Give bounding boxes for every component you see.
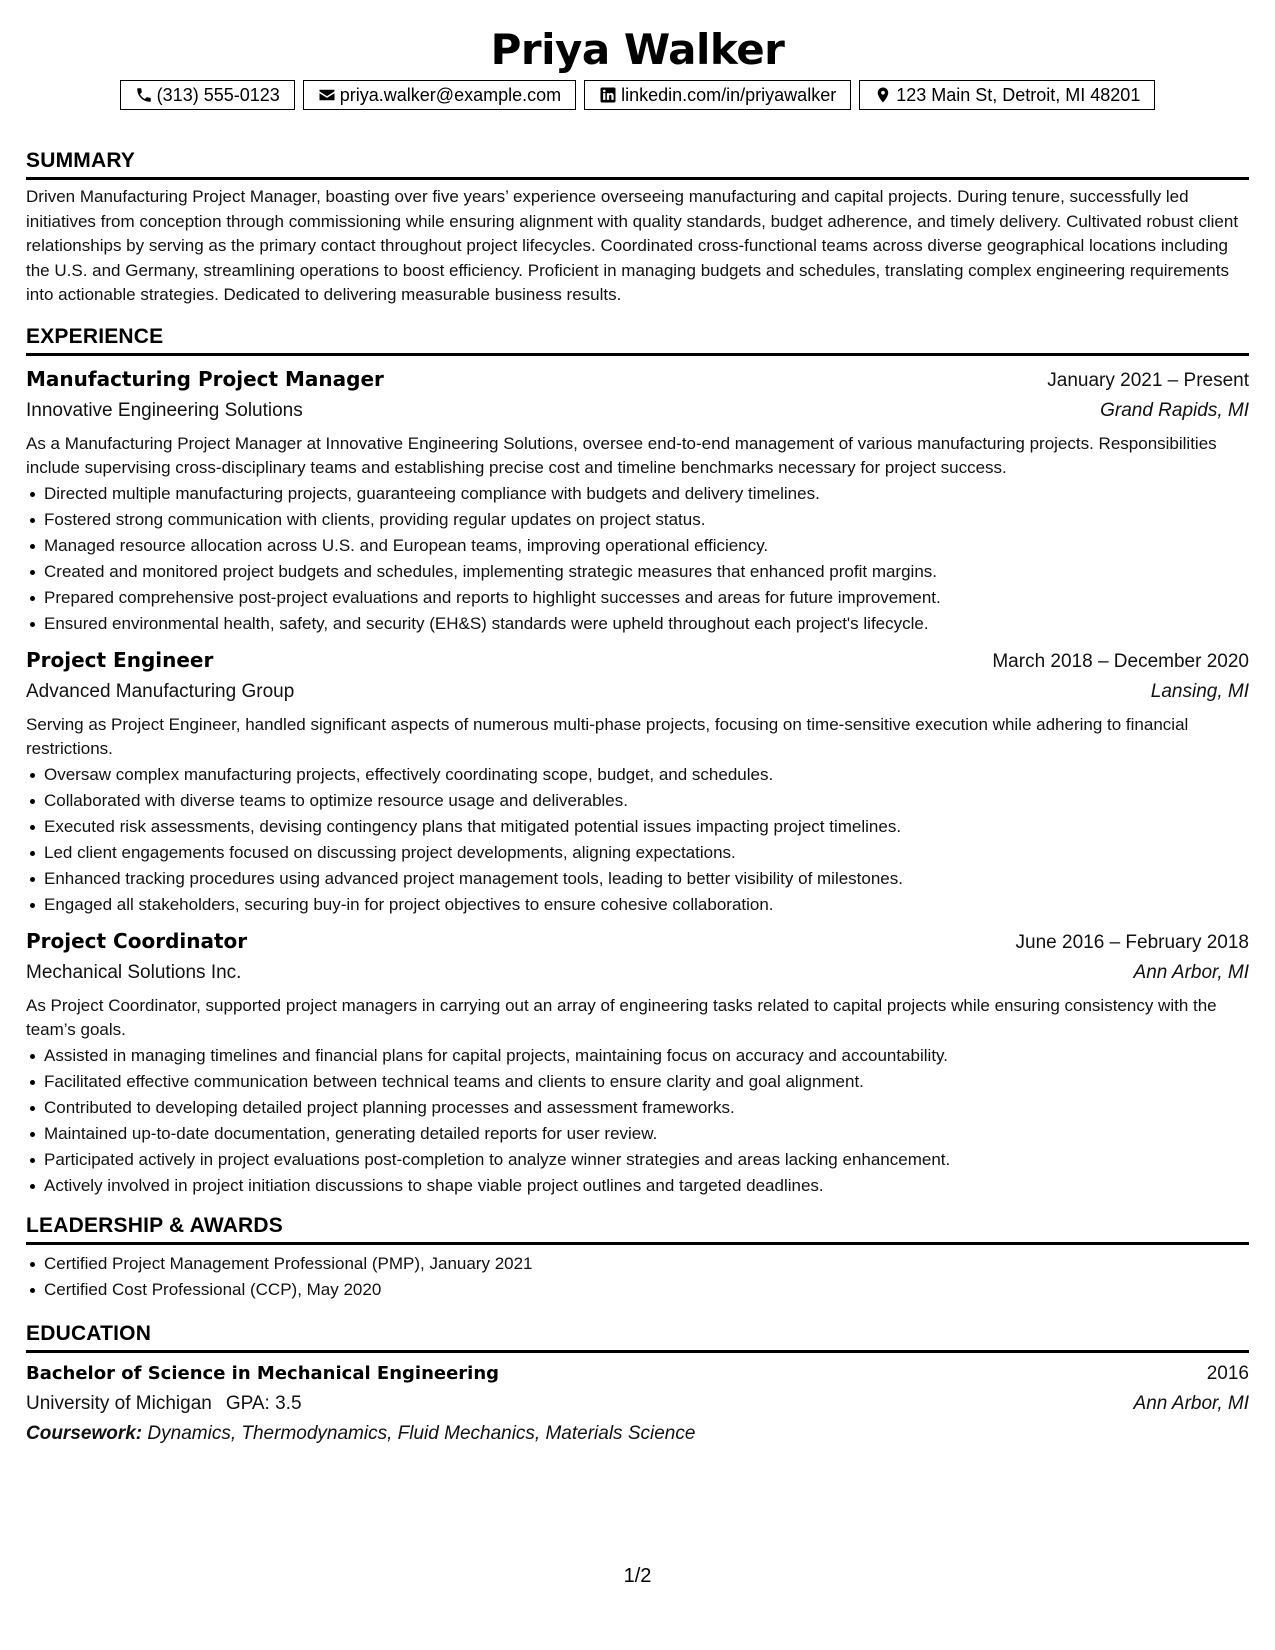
job-title: Manufacturing Project Manager (26, 366, 384, 391)
section-title-leadership: LEADERSHIP & AWARDS (26, 1213, 1249, 1245)
list-item: Executed risk assessments, devising contingency plans that mitigated potential issues impacting project timelines. (26, 814, 1249, 840)
section-title-experience: EXPERIENCE (26, 324, 1249, 356)
university-line (26, 1390, 302, 1418)
list-item: Collaborated with diverse teams to optimize resource usage and deliverables. (26, 788, 1249, 814)
list-item: Actively involved in project initiation discussions to shape viable project outlines and targeted deadlines. (26, 1173, 1249, 1199)
coursework-list: Dynamics, Thermodynamics, Fluid Mechanics, Materials Science (147, 1422, 696, 1444)
job-location: Grand Rapids, MI (1100, 399, 1249, 421)
coursework-label: Coursework: (26, 1422, 143, 1444)
section-title-summary: SUMMARY (26, 148, 1249, 180)
education-location: Ann Arbor, MI (1133, 1392, 1249, 1414)
list-item: Directed multiple manufacturing projects, guaranteeing compliance with budgets and delivery timelines. (26, 481, 1249, 507)
degree-title: Bachelor of Science in Mechanical Engineering (26, 1362, 500, 1384)
list-item: Certified Project Management Professional (PMP), January 2021 (26, 1251, 1249, 1277)
list-item: Oversaw complex manufacturing projects, effectively coordinating scope, budget, and schedules. (26, 762, 1249, 788)
job-description: As a Manufacturing Project Manager at Innovative Engineering Solutions, oversee end-to-end management of various manufacturing projects. Responsibilities include supervising cross-disciplinary teams and establishing precise cost and timeline benchmarks necessary for project success. (26, 433, 1217, 477)
job-title: Project Engineer (26, 647, 214, 672)
leadership-list (26, 1251, 1249, 1303)
list-item: Ensured environmental health, safety, and security (EH&S) standards were upheld throughout each project's lifecycle. (26, 611, 1249, 637)
job-location: Lansing, MI (1150, 680, 1249, 702)
list-item: Managed resource allocation across U.S. and European teams, improving operational efficiency. (26, 533, 1249, 559)
contact-bar (26, 80, 1249, 110)
job-company: Mechanical Solutions Inc. (26, 961, 242, 983)
job-dates: March 2018 – December 2020 (992, 650, 1249, 672)
list-item: Assisted in managing timelines and financial plans for capital projects, maintaining focus on accuracy and accountability. (26, 1043, 1249, 1069)
job-company: Advanced Manufacturing Group (26, 680, 295, 702)
job-company: Innovative Engineering Solutions (26, 399, 303, 421)
list-item: Enhanced tracking procedures using advanced project management tools, leading to better visibility of milestones. (26, 866, 1249, 892)
university-name: University of Michigan (26, 1392, 212, 1414)
envelope-icon (318, 86, 336, 104)
resume-page (26, 0, 1249, 1449)
list-item: Led client engagements focused on discussing project developments, aligning expectations. (26, 840, 1249, 866)
page-number: 1/2 (623, 1565, 652, 1587)
list-item: Prepared comprehensive post-project evaluations and reports to highlight successes and areas for future improvement. (26, 585, 1249, 611)
list-item: Fostered strong communication with clients, providing regular updates on project status. (26, 507, 1249, 533)
contact-linkedin[interactable]: linkedin.com/in/priyawalker (584, 80, 851, 110)
experience-section (26, 324, 1249, 1199)
contact-phone[interactable]: (313) 555-0123 (120, 80, 295, 110)
job-title: Project Coordinator (26, 928, 248, 953)
coursework (26, 1419, 1249, 1449)
candidate-name: Priya Walker (490, 25, 785, 74)
job-dates: June 2016 – February 2018 (1015, 931, 1249, 953)
list-item: Engaged all stakeholders, securing buy-in for project objectives to ensure cohesive collaboration. (26, 892, 1249, 918)
job-description: Serving as Project Engineer, handled significant aspects of numerous multi-phase projects, focusing on time-sensitive execution while adhering to financial restrictions. (26, 714, 1189, 758)
job-entry (26, 926, 1249, 1199)
education-section (26, 1321, 1249, 1449)
list-item: Participated actively in project evaluations post-completion to analyze winner strategies and areas lacking enhancement. (26, 1147, 1249, 1173)
list-item: Contributed to developing detailed project planning processes and assessment frameworks. (26, 1095, 1249, 1121)
list-item: Created and monitored project budgets and schedules, implementing strategic measures that enhanced profit margins. (26, 559, 1249, 585)
summary-section (26, 148, 1249, 308)
leadership-section (26, 1213, 1249, 1303)
contact-address[interactable]: 123 Main St, Detroit, MI 48201 (859, 80, 1155, 110)
job-dates: January 2021 – Present (1047, 369, 1249, 391)
job-entry (26, 645, 1249, 918)
job-location: Ann Arbor, MI (1133, 961, 1249, 983)
summary-text: Driven Manufacturing Project Manager, boasting over five years’ experience overseeing manufacturing and capital projects. During tenure, successfully led initiatives from conception through commissioning while ensuring alignment with quality standards, budget adherence, and timely delivery. Cultivated robust client relationships by serving as the primary contact throughout project lifecycles. Coordinated cross-functional teams across diverse geographical locations including the U.S. and Germany, streamlining operations to boost efficiency. Proficient in managing budgets and schedules, translating complex engineering requirements into actionable strategies. Dedicated to delivering measurable business results. (26, 187, 1239, 304)
job-description: As Project Coordinator, supported project managers in carrying out an array of engineering tasks related to capital projects while ensuring consistency with the team’s goals. (26, 995, 1217, 1039)
job-bullets (26, 762, 1249, 918)
list-item: Certified Cost Professional (CCP), May 2020 (26, 1277, 1249, 1303)
job-entry (26, 364, 1249, 637)
section-title-education: EDUCATION (26, 1321, 1249, 1353)
graduation-year: 2016 (1206, 1362, 1249, 1384)
phone-icon (135, 86, 153, 104)
job-bullets (26, 1043, 1249, 1199)
job-bullets (26, 481, 1249, 637)
list-item: Maintained up-to-date documentation, generating detailed reports for user review. (26, 1121, 1249, 1147)
map-pin-icon (874, 86, 892, 104)
contact-email[interactable]: priya.walker@example.com (303, 80, 576, 110)
list-item: Facilitated effective communication between technical teams and clients to ensure clarity and goal alignment. (26, 1069, 1249, 1095)
linkedin-icon (599, 86, 617, 104)
gpa: GPA: 3.5 (225, 1392, 302, 1414)
